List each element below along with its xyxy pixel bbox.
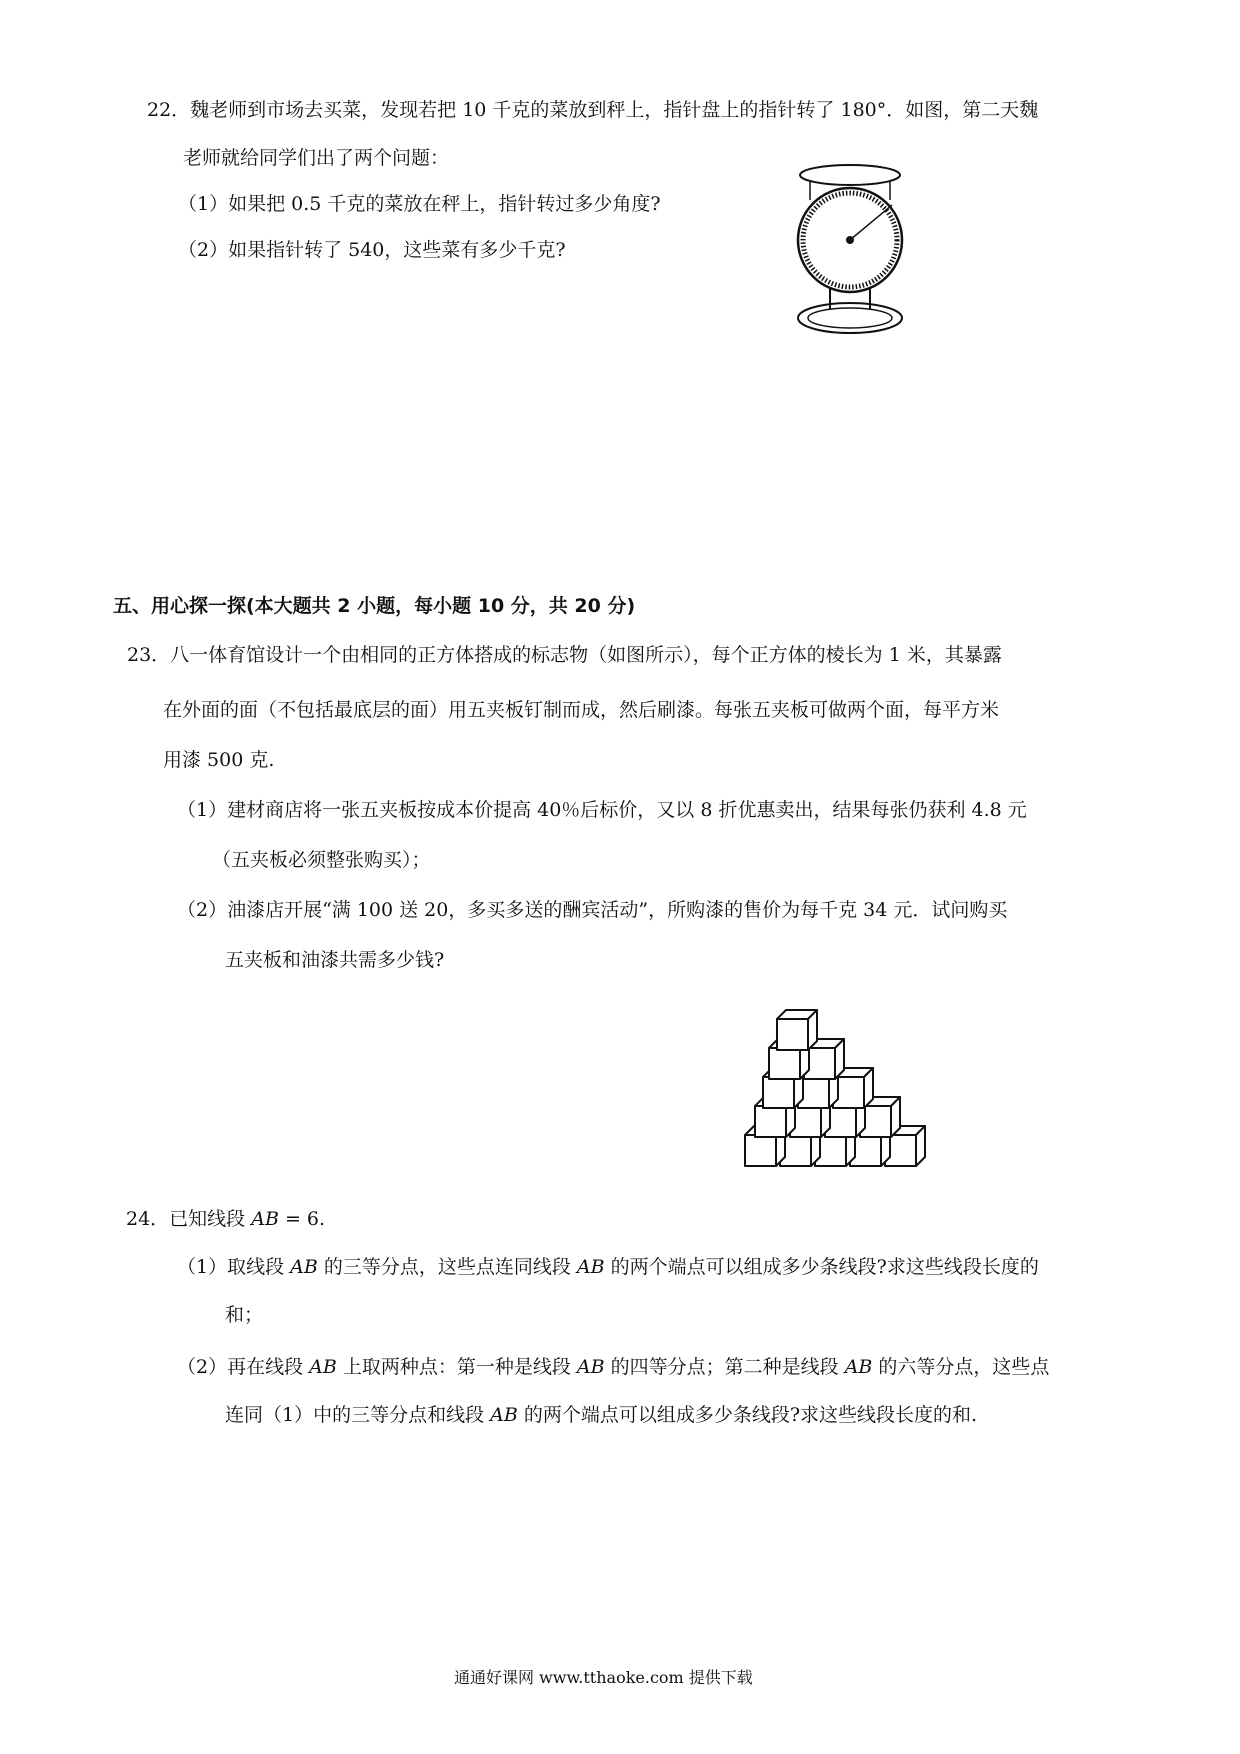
q23-line-1: 23．八一体育馆设计一个由相同的正方体搭成的标志物（如图所示），每个正方体的棱长为 1 米，其暴露 — [127, 644, 1002, 666]
q23-part-1-line-2: （五夹板必须整张购买）； — [212, 849, 431, 871]
q22-part-2: （2）如果指针转了 540，这些菜有多少千克? — [178, 239, 566, 261]
q24-part-2-line-2: 连同（1）中的三等分点和线段 AB 的两个端点可以组成多少条线段?求这些线段长度的和. — [225, 1404, 978, 1426]
q24-part-1-line-1: （1）取线段 AB 的三等分点，这些点连同线段 AB 的两个端点可以组成多少条线段?求这些线段长度的 — [177, 1256, 1039, 1278]
q23-line-2: 在外面的面（不包括最底层的面）用五夹板钉制而成，然后刷漆。每张五夹板可做两个面，每平方米 — [163, 699, 1000, 721]
q23-part-1-line-1: （1）建材商店将一张五夹板按成本价提高 40％后标价，又以 8 折优惠卖出，结果每张仍获利 4.8 元 — [177, 799, 1027, 821]
q23-part-2-line-2: 五夹板和油漆共需多少钱? — [225, 949, 445, 971]
q24-part-2-line-1: （2）再在线段 AB 上取两种点：第一种是线段 AB 的四等分点；第二种是线段 AB 的六等分点，这些点 — [177, 1356, 1050, 1378]
q22-part-1: （1）如果把 0.5 千克的菜放在秤上，指针转过多少角度? — [178, 193, 661, 215]
q24-part-1-line-2: 和； — [225, 1304, 264, 1326]
page-footer: 通通好课网 www.tthaoke.com 提供下载 — [454, 1668, 753, 1687]
q23-line-3: 用漆 500 克. — [163, 749, 275, 771]
q23-part-2-line-1: （2）油漆店开展“满 100 送 20，多买多送的酬宾活动”，所购漆的售价为每千克 34 元．试问购买 — [177, 899, 1008, 921]
q24-intro: 24．已知线段 AB = 6. — [126, 1208, 326, 1230]
q22-line-1: 22．魏老师到市场去买菜，发现若把 10 千克的菜放到秤上，指针盘上的指针转了 180°．如图，第二天魏 — [147, 99, 1039, 121]
cube-stack-figure — [735, 985, 925, 1170]
cube — [777, 1010, 817, 1050]
scale-figure — [795, 160, 905, 345]
section-5-heading: 五、用心探一探(本大题共 2 小题，每小题 10 分，共 20 分) — [113, 595, 636, 617]
q22-line-2: 老师就给同学们出了两个问题： — [183, 147, 450, 169]
